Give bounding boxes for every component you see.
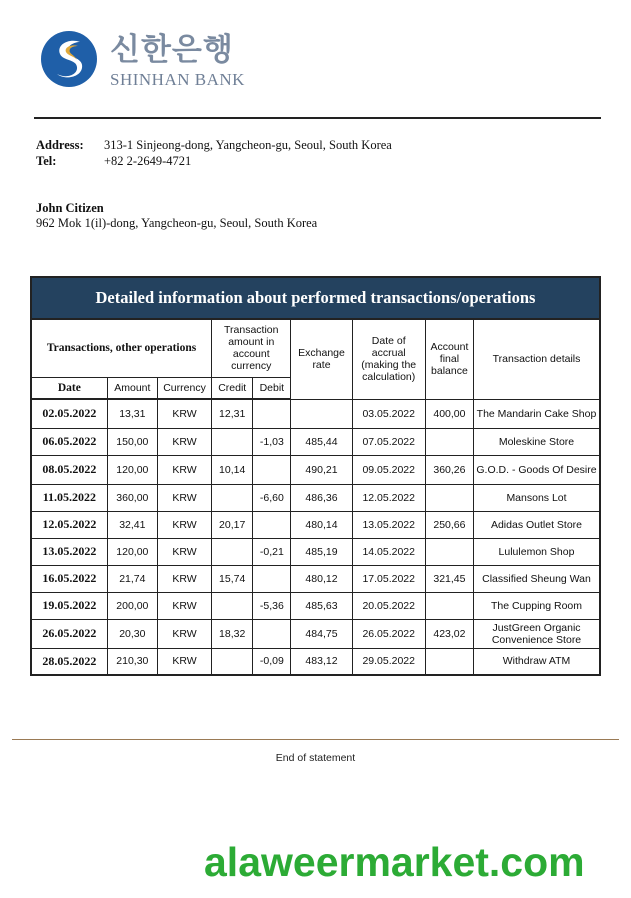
row-date: 16.05.2022 xyxy=(31,565,107,592)
row-debit: -5,36 xyxy=(253,592,291,619)
watermark-text: alaweermarket.com xyxy=(204,839,585,885)
row-exchange-rate: 485,63 xyxy=(291,592,352,619)
row-exchange-rate: 480,14 xyxy=(291,511,352,538)
row-amount: 21,74 xyxy=(107,565,157,592)
row-date: 12.05.2022 xyxy=(31,511,107,538)
row-final-balance xyxy=(425,428,473,455)
bank-korean-name: 신한은행 xyxy=(110,32,234,68)
row-currency: KRW xyxy=(157,592,211,619)
row-currency: KRW xyxy=(157,428,211,455)
header-credit: Credit xyxy=(212,377,253,399)
row-currency: KRW xyxy=(157,565,211,592)
row-amount: 32,41 xyxy=(107,511,157,538)
row-final-balance xyxy=(425,538,473,565)
bank-address-block xyxy=(36,137,392,169)
row-debit xyxy=(253,619,291,648)
header-exchange-rate: Exchange rate xyxy=(291,319,352,399)
row-details: Lululemon Shop xyxy=(474,538,601,565)
row-accrual-date: 03.05.2022 xyxy=(352,399,425,428)
table-title: Detailed information about performed transactions/operations xyxy=(31,277,600,319)
row-exchange-rate: 485,19 xyxy=(291,538,352,565)
row-debit: -0,21 xyxy=(253,538,291,565)
row-debit xyxy=(253,455,291,484)
row-accrual-date: 09.05.2022 xyxy=(352,455,425,484)
end-of-statement: End of statement xyxy=(275,752,356,764)
header-divider xyxy=(34,117,601,119)
table-row xyxy=(31,619,600,648)
customer-address: 962 Mok 1(il)-dong, Yangcheon-gu, Seoul, South Korea xyxy=(36,216,318,230)
header-date: Date xyxy=(31,377,107,399)
row-currency: KRW xyxy=(157,511,211,538)
row-accrual-date: 12.05.2022 xyxy=(352,484,425,511)
row-details: Classified Sheung Wan xyxy=(474,565,601,592)
row-final-balance: 360,26 xyxy=(425,455,473,484)
row-details: The Cupping Room xyxy=(474,592,601,619)
row-credit: 12,31 xyxy=(212,399,253,428)
row-credit xyxy=(212,484,253,511)
row-exchange-rate: 485,44 xyxy=(291,428,352,455)
row-accrual-date: 26.05.2022 xyxy=(352,619,425,648)
row-date: 02.05.2022 xyxy=(31,399,107,428)
table-row xyxy=(31,538,600,565)
address-value: 313-1 Sinjeong-dong, Yangcheon-gu, Seoul, South Korea xyxy=(104,138,392,152)
row-debit xyxy=(253,565,291,592)
row-accrual-date: 14.05.2022 xyxy=(352,538,425,565)
transactions-table xyxy=(30,276,601,676)
row-final-balance: 321,45 xyxy=(425,565,473,592)
row-exchange-rate: 484,75 xyxy=(291,619,352,648)
row-exchange-rate: 483,12 xyxy=(291,648,352,675)
row-credit: 20,17 xyxy=(212,511,253,538)
row-credit xyxy=(212,648,253,675)
row-debit xyxy=(253,399,291,428)
row-final-balance: 250,66 xyxy=(425,511,473,538)
table-row xyxy=(31,648,600,675)
row-currency: KRW xyxy=(157,619,211,648)
table-row xyxy=(31,565,600,592)
row-date: 08.05.2022 xyxy=(31,455,107,484)
row-currency: KRW xyxy=(157,455,211,484)
tel-value: +82 2-2649-4721 xyxy=(104,154,192,168)
row-date: 06.05.2022 xyxy=(31,428,107,455)
row-final-balance xyxy=(425,484,473,511)
table-row xyxy=(31,428,600,455)
row-credit: 18,32 xyxy=(212,619,253,648)
row-details: G.O.D. - Goods Of Desire xyxy=(474,455,601,484)
row-final-balance: 400,00 xyxy=(425,399,473,428)
row-accrual-date: 13.05.2022 xyxy=(352,511,425,538)
bank-english-name: SHINHAN BANK xyxy=(110,70,245,89)
row-final-balance xyxy=(425,648,473,675)
row-debit: -6,60 xyxy=(253,484,291,511)
row-date: 28.05.2022 xyxy=(31,648,107,675)
row-date: 19.05.2022 xyxy=(31,592,107,619)
row-credit xyxy=(212,428,253,455)
row-amount: 120,00 xyxy=(107,538,157,565)
header-date-of-accrual: Date of accrual (making the calculation) xyxy=(352,319,425,399)
footer-divider xyxy=(12,739,619,740)
row-currency: KRW xyxy=(157,399,211,428)
row-amount: 150,00 xyxy=(107,428,157,455)
row-details: Mansons Lot xyxy=(474,484,601,511)
bank-logo xyxy=(40,30,260,92)
header-amount: Amount xyxy=(107,377,157,399)
row-details: Moleskine Store xyxy=(474,428,601,455)
row-exchange-rate xyxy=(291,399,352,428)
row-final-balance xyxy=(425,592,473,619)
header-final-balance: Account final balance xyxy=(425,319,473,399)
row-details: JustGreen Organic Convenience Store xyxy=(474,619,601,648)
row-details: The Mandarin Cake Shop xyxy=(474,399,601,428)
row-exchange-rate: 490,21 xyxy=(291,455,352,484)
row-amount: 210,30 xyxy=(107,648,157,675)
table-row xyxy=(31,399,600,428)
row-credit: 10,14 xyxy=(212,455,253,484)
address-label: Address: xyxy=(36,138,84,152)
row-details: Adidas Outlet Store xyxy=(474,511,601,538)
row-accrual-date: 17.05.2022 xyxy=(352,565,425,592)
customer-name: John Citizen xyxy=(36,201,104,215)
row-debit: -0,09 xyxy=(253,648,291,675)
header-transaction-details: Transaction details xyxy=(474,319,601,399)
row-credit: 15,74 xyxy=(212,565,253,592)
customer-block xyxy=(36,201,317,231)
table-row xyxy=(31,511,600,538)
table-row xyxy=(31,592,600,619)
row-currency: KRW xyxy=(157,484,211,511)
transactions-body xyxy=(31,399,600,675)
row-details: Withdraw ATM xyxy=(474,648,601,675)
header-amount-in-currency: Transaction amount in account currency xyxy=(212,319,291,377)
row-debit: -1,03 xyxy=(253,428,291,455)
shinhan-s-logo-icon xyxy=(40,30,98,88)
row-accrual-date: 29.05.2022 xyxy=(352,648,425,675)
row-debit xyxy=(253,511,291,538)
table-row xyxy=(31,455,600,484)
row-amount: 360,00 xyxy=(107,484,157,511)
row-credit xyxy=(212,592,253,619)
row-date: 13.05.2022 xyxy=(31,538,107,565)
header-debit: Debit xyxy=(253,377,291,399)
row-amount: 20,30 xyxy=(107,619,157,648)
row-exchange-rate: 480,12 xyxy=(291,565,352,592)
row-final-balance: 423,02 xyxy=(425,619,473,648)
tel-label: Tel: xyxy=(36,154,57,168)
row-accrual-date: 20.05.2022 xyxy=(352,592,425,619)
row-currency: KRW xyxy=(157,648,211,675)
row-currency: KRW xyxy=(157,538,211,565)
header-transactions-group: Transactions, other operations xyxy=(31,319,212,377)
header-currency: Currency xyxy=(157,377,211,399)
row-date: 11.05.2022 xyxy=(31,484,107,511)
table-row xyxy=(31,484,600,511)
row-date: 26.05.2022 xyxy=(31,619,107,648)
row-amount: 200,00 xyxy=(107,592,157,619)
row-credit xyxy=(212,538,253,565)
row-amount: 120,00 xyxy=(107,455,157,484)
row-amount: 13,31 xyxy=(107,399,157,428)
row-accrual-date: 07.05.2022 xyxy=(352,428,425,455)
row-exchange-rate: 486,36 xyxy=(291,484,352,511)
